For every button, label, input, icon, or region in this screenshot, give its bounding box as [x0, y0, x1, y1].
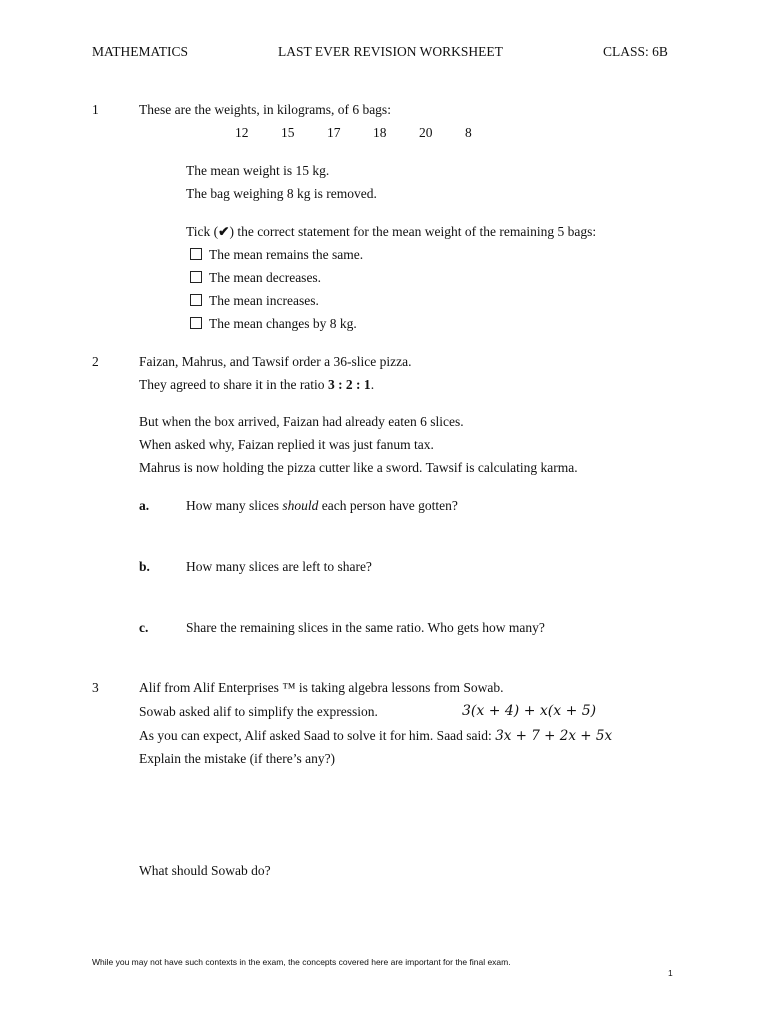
- page-number: 1: [668, 968, 673, 978]
- q3-line-2: Sowab asked alif to simplify the expression.: [139, 704, 378, 719]
- saad-answer: 3x + 7 + 2x + 5x: [495, 728, 613, 744]
- checkbox-icon[interactable]: [190, 317, 202, 329]
- q3-line-1: Alif from Alif Enterprises ™ is taking algebra lessons from Sowab.: [139, 680, 504, 695]
- q2-part-a-text: How many slices should each person have gotten?: [186, 498, 458, 513]
- weight-value: 18: [373, 125, 387, 140]
- q1-option-4[interactable]: The mean changes by 8 kg.: [190, 316, 357, 332]
- q3-expression: 3(x + 4) + x(x + 5): [462, 703, 597, 719]
- q1-mean-line: The mean weight is 15 kg.: [186, 163, 330, 178]
- q3-line-4: Explain the mistake (if there’s any?): [139, 751, 336, 766]
- q1-weights-list: [235, 125, 511, 141]
- weight-value: 8: [465, 125, 472, 140]
- q1-option-2[interactable]: The mean decreases.: [190, 270, 321, 286]
- q2-part-b-label: b.: [139, 559, 150, 574]
- weight-value: 17: [327, 125, 341, 140]
- q2-line-3: But when the box arrived, Faizan had already eaten 6 slices.: [139, 414, 464, 429]
- q3-line-5: What should Sowab do?: [139, 863, 271, 878]
- q2-line-4: When asked why, Faizan replied it was just fanum tax.: [139, 437, 434, 452]
- q1-tick-instruction: Tick (✔) the correct statement for the mean weight of the remaining 5 bags:: [186, 224, 597, 239]
- question-number: 3: [92, 680, 99, 695]
- q3-line-3: As you can expect, Alif asked Saad to solve it for him. Saad said: 3x + 7 + 2x + 5x: [139, 728, 613, 744]
- footer-note: While you may not have such contexts in the exam, the concepts covered here are important for the final exam.: [92, 957, 511, 967]
- q2-line-5: Mahrus is now holding the pizza cutter like a sword. Tawsif is calculating karma.: [139, 460, 578, 475]
- tick-icon: ✔: [218, 224, 230, 239]
- weight-value: 12: [235, 125, 249, 140]
- q2-part-b-text: How many slices are left to share?: [186, 559, 372, 574]
- checkbox-icon[interactable]: [190, 248, 202, 260]
- checkbox-icon[interactable]: [190, 294, 202, 306]
- q1-option-1[interactable]: The mean remains the same.: [190, 247, 363, 263]
- q2-line-2: They agreed to share it in the ratio 3 : 2 : 1.: [139, 377, 375, 392]
- q1-removed-line: The bag weighing 8 kg is removed.: [186, 186, 377, 201]
- question-number: 2: [92, 354, 99, 369]
- weight-value: 20: [419, 125, 433, 140]
- header-subject: MATHEMATICS: [92, 44, 189, 59]
- checkbox-icon[interactable]: [190, 271, 202, 283]
- q2-part-a-label: a.: [139, 498, 150, 513]
- q1-option-3[interactable]: The mean increases.: [190, 293, 319, 309]
- question-number: 1: [92, 102, 99, 117]
- q2-part-c-label: c.: [139, 620, 149, 635]
- q2-line-1: Faizan, Mahrus, and Tawsif order a 36-slice pizza.: [139, 354, 412, 369]
- q1-intro: These are the weights, in kilograms, of 6 bags:: [139, 102, 391, 117]
- ratio: 3 : 2 : 1: [327, 377, 371, 392]
- q2-part-c-text: Share the remaining slices in the same ratio. Who gets how many?: [186, 620, 545, 635]
- weight-value: 15: [281, 125, 295, 140]
- header-title: LAST EVER REVISION WORKSHEET: [278, 44, 503, 59]
- header-class: CLASS: 6B: [603, 44, 668, 59]
